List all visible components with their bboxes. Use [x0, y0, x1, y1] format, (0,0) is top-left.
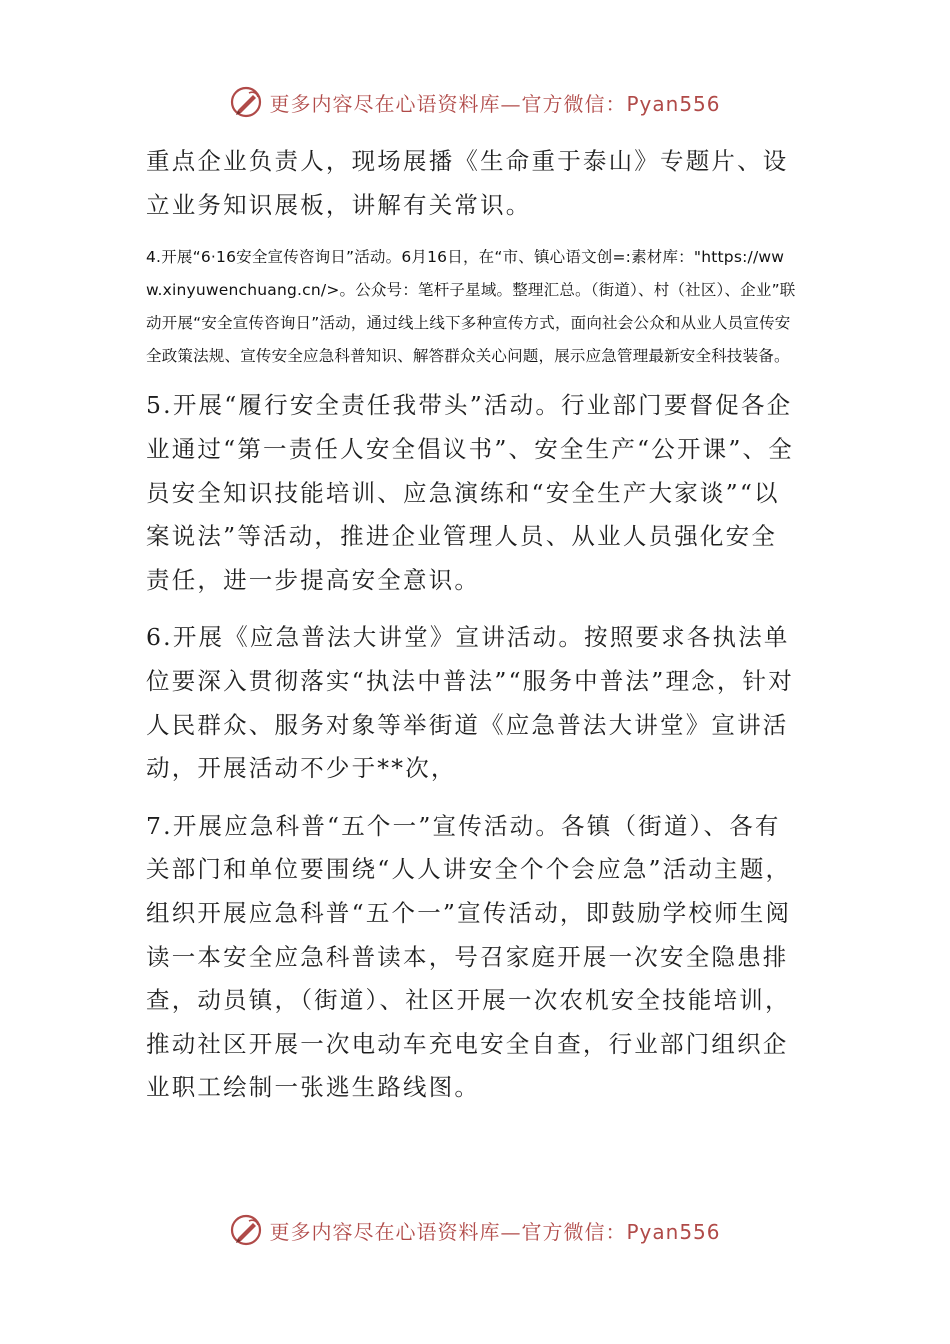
document-body: [146, 140, 796, 1124]
pen-logo-icon: [229, 1213, 263, 1247]
footer-banner-text: [269, 1216, 720, 1245]
paragraph-item-7: 7.开展应急科普“五个一”宣传活动。各镇（街道）、各有关部门和单位要围绕“人人讲安全个个会应急”活动主题，组织开展应急科普“五个一”宣传活动，即鼓励学校师生阅读一本安全应急科普读本，号召家庭开展一次安全隐患排查，动员镇，（街道）、社区开展一次农机安全技能培训，推动社区开展一次电动车充电安全自查，行业部门组织企业职工绘制一张逃生路线图。: [146, 811, 792, 1102]
footer-banner: [0, 1210, 950, 1250]
header-banner-separator: —: [500, 91, 522, 116]
paragraph-item-5: 5.开展“履行安全责任我带头”活动。行业部门要督促各企业通过“第一责任人安全倡议书”、安全生产“公开课”、全员安全知识技能培训、应急演练和“安全生产大家谈”“以案说法”等活动，推进企业管理人员、从业人员强化安全责任，进一步提高安全意识。: [146, 391, 794, 594]
footer-banner-title: 更多内容尽在心语资料库: [269, 1219, 501, 1244]
footer-banner-wechat-id: Pyan556: [626, 1219, 721, 1244]
header-banner-text: [269, 88, 720, 117]
header-banner: [0, 82, 950, 122]
pen-logo-icon: [229, 85, 263, 119]
footer-banner-separator: —: [500, 1219, 522, 1244]
header-banner-wechat-label: 官方微信：: [521, 91, 627, 116]
paragraph-item-6: 6.开展《应急普法大讲堂》宣讲活动。按照要求各执法单位要深入贯彻落实“执法中普法”“服务中普法”理念，针对人民群众、服务对象等举街道《应急普法大讲堂》宣讲活动，开展活动不少于**次，: [146, 623, 794, 783]
paragraph-continuation: 重点企业负责人，现场展播《生命重于泰山》专题片、设立业务知识展板，讲解有关常识。: [146, 147, 789, 219]
header-banner-wechat-id: Pyan556: [626, 91, 721, 116]
footer-banner-wechat-label: 官方微信：: [521, 1219, 627, 1244]
paragraph-item-4: 4.开展“6·16安全宣传咨询日”活动。6月16日，在“市、镇心语文创=:素材库："https://www.xinyuwenchuang.cn/>。公众号：笔杆子星域。整理汇总。（街道）、村（社区）、企业”联动开展“安全宣传咨询日”活动，通过线上线下多种宣传方式，面向社会公众和从业人员宣传安全政策法规、宣传安全应急科普知识、解答群众关心问题，展示应急管理最新安全科技装备。: [146, 248, 796, 365]
header-banner-title: 更多内容尽在心语资料库: [269, 91, 501, 116]
